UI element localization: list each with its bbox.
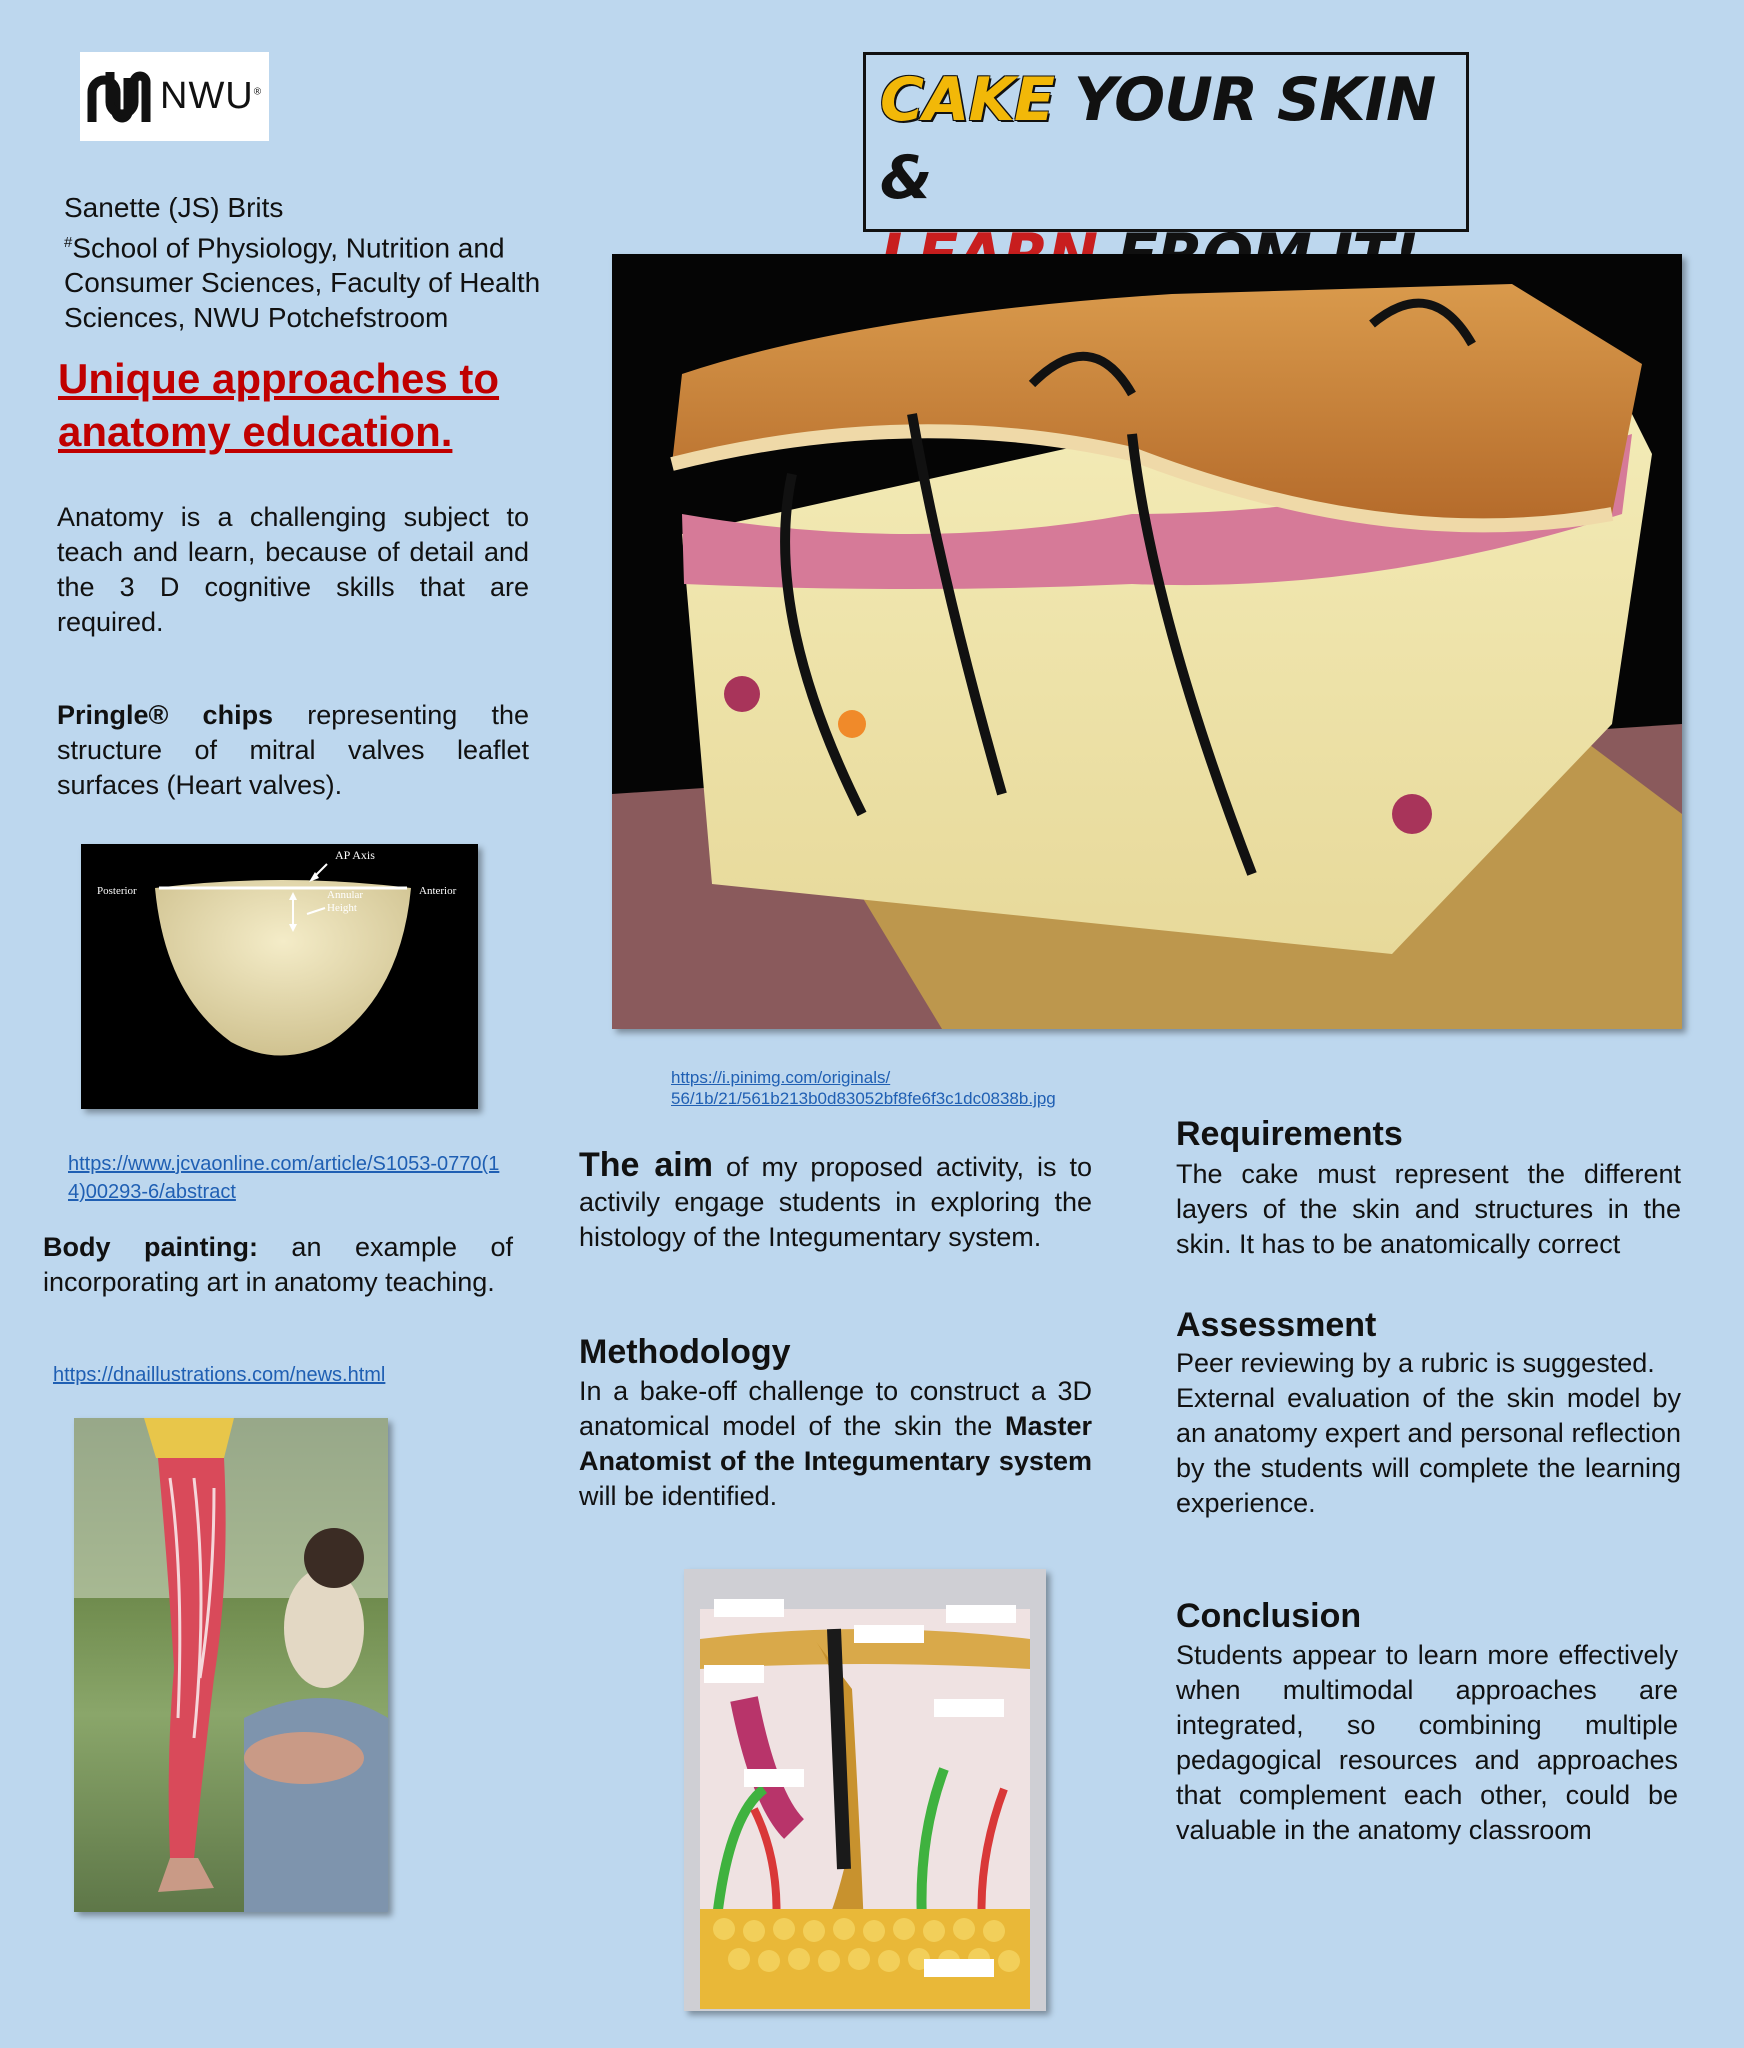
skin-cake-image xyxy=(612,254,1682,1029)
nwu-logo: NWU® xyxy=(80,52,269,141)
label-anterior: Anterior xyxy=(419,885,457,897)
intro-paragraph: Anatomy is a challenging subject to teach and learn, because of detail and the 3 D cognitive skills that are required. xyxy=(57,502,529,637)
label-ap-axis: AP Axis xyxy=(335,848,375,862)
skin-model-image xyxy=(684,1569,1046,2011)
pringle-paragraph: Pringle® chips representing the structure of mitral valves leaflet surfaces (Heart valves). xyxy=(57,700,529,800)
section-heading-unique-approaches: Unique approaches to anatomy education. xyxy=(58,355,500,455)
author-affiliation: #School of Physiology, Nutrition and Consumer Sciences, Faculty of Health Sciences, NWU Potchefstroom xyxy=(64,232,541,334)
title-cake-word: CAKE xyxy=(880,65,1054,135)
poster-title: CAKE YOUR SKIN & xyxy=(863,52,1469,232)
skin-cake-illustration xyxy=(612,254,1682,1029)
conclusion-paragraph: Students appear to learn more effectively when multimodal approaches are integrated, so combining multiple pedagogical resources and approaches that complement each other, could be valuable in the anatomy classroom xyxy=(1176,1640,1678,1845)
author-block xyxy=(64,190,584,335)
pringle-chip-illustration xyxy=(81,844,478,1109)
skin-model-illustration xyxy=(684,1569,1046,2011)
conclusion-heading: Conclusion xyxy=(1176,1597,1362,1635)
body-painting-paragraph: Body painting: an example of incorporating art in anatomy teaching. xyxy=(43,1232,513,1297)
cake-source-link[interactable]: https://i.pinimg.com/originals/ 56/1b/21/561b213b0d83052bf8fe6f3c1dc0838b.jpg xyxy=(671,1068,1056,1108)
label-posterior: Posterior xyxy=(97,885,137,897)
body-painting-image xyxy=(74,1418,388,1912)
aim-paragraph: The aim of my proposed activity, is to activily engage students in exploring the histology of the Integumentary system. xyxy=(579,1146,1092,1252)
body-painting-illustration xyxy=(74,1418,388,1912)
pringle-source-link[interactable]: https://www.jcvaonline.com/article/S1053-0770(14)00293-6/abstract xyxy=(68,1153,500,1203)
body-painting-source-link[interactable]: https://dnaillustrations.com/news.html xyxy=(53,1364,386,1386)
assessment-heading: Assessment xyxy=(1176,1306,1377,1344)
requirements-paragraph: The cake must represent the different layers of the skin and structures in the skin. It has to be anatomically correct xyxy=(1176,1159,1681,1259)
author-name: Sanette (JS) Brits xyxy=(64,192,284,223)
pringle-chip-image xyxy=(81,844,478,1109)
assessment-paragraph: Peer reviewing by a rubric is suggested. External evaluation of the skin model by an anatomy expert and personal reflection by the students will complete the learning experience. xyxy=(1176,1348,1681,1518)
requirements-heading: Requirements xyxy=(1176,1115,1403,1153)
methodology-heading: Methodology xyxy=(579,1333,791,1371)
label-height: Height xyxy=(327,902,357,914)
label-annular: Annular xyxy=(327,889,364,901)
logo-text: NWU xyxy=(160,75,254,117)
methodology-paragraph: In a bake-off challenge to construct a 3D anatomical model of the skin the Master Anatomist of the Integumentary system will be identified. xyxy=(579,1376,1092,1511)
nwu-logo-mark-icon xyxy=(84,62,154,132)
